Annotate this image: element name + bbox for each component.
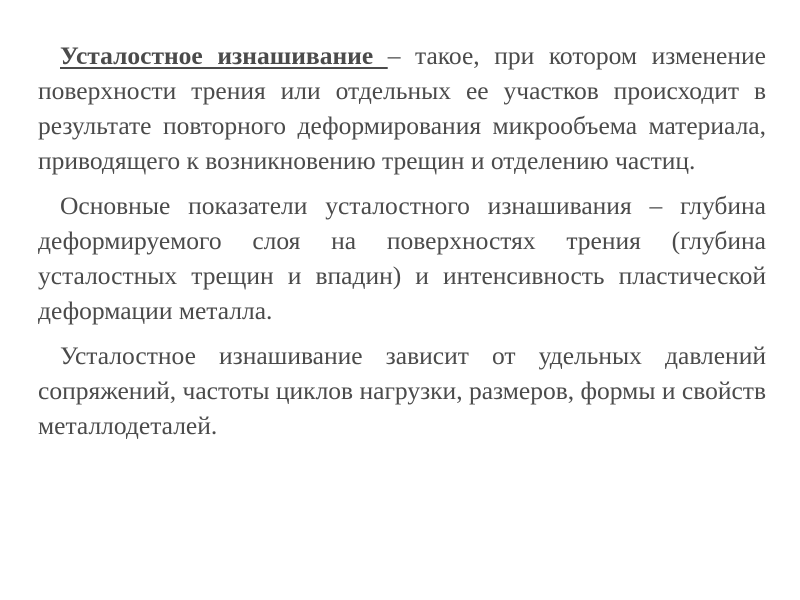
definition-paragraph xyxy=(38,38,766,178)
definition-term: Усталостное изнашивание xyxy=(60,41,388,70)
indicators-paragraph: Основные показатели усталостного изнашивания – глубина деформируемого слоя на поверхностях трения (глубина усталостных трещин и впадин) и интенсивность пластической деформации металла. xyxy=(38,191,766,325)
definition-text: – такое, при котором изменение поверхности трения или отдельных ее участков происходит в результате повторного деформирования микрообъема материала, приводящего к возникновению трещин и отделению частиц. xyxy=(38,41,766,175)
dependencies-paragraph: Усталостное изнашивание зависит от удельных давлений сопряжений, частоты циклов нагрузки, размеров, формы и свойств металлодеталей. xyxy=(38,341,766,440)
